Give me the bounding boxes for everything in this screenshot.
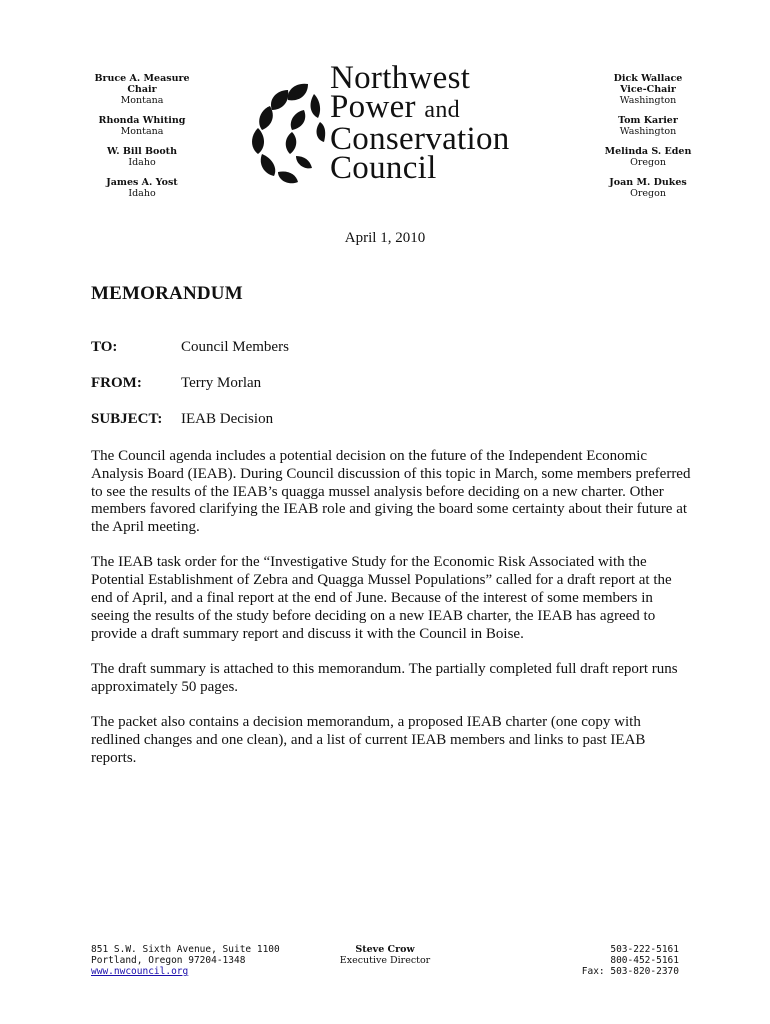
member-name: James A. Yost: [106, 177, 178, 188]
memo-body: [91, 448, 691, 785]
member-name: Tom Karier: [618, 115, 678, 126]
member-entry: [52, 146, 232, 168]
logo-word: Power: [330, 89, 416, 125]
from-label: FROM:: [91, 375, 142, 391]
member-title: Vice-Chair: [620, 84, 676, 95]
body-paragraph: The draft summary is attached to this memorandum. The partially completed full draft report runs approximately 50 pages.: [91, 660, 678, 695]
member-name: W. Bill Booth: [107, 146, 177, 157]
member-state: Oregon: [630, 188, 666, 199]
council-logo-wordmark: [330, 60, 510, 186]
member-entry: [558, 146, 738, 168]
logo-word-and: and: [424, 97, 460, 123]
member-state: Montana: [120, 95, 164, 106]
phone-number: 800-452-5161: [610, 955, 679, 966]
body-paragraph: The IEAB task order for the “Investigative Study for the Economic Risk Associated with the Potential Establishment of Zebra and Quagga Mussel Populations” called for a draft report at the end of April, and a final report at the end of June. Because of the interest of some members in seeing the results of the study before deciding on a new IEAB charter, the IEAB has agreed to provide a draft summary report and discuss it with the Council in Boise.: [91, 554, 672, 642]
phone-number: 503-222-5161: [610, 944, 679, 955]
subject-label: SUBJECT:: [91, 411, 163, 427]
right-members-column: [558, 73, 738, 208]
address-line: Portland, Oregon 97204-1348: [91, 955, 246, 966]
fax-number: Fax: 503-820-2370: [581, 966, 679, 977]
address-line: 851 S.W. Sixth Avenue, Suite 1100: [91, 944, 280, 955]
subject-value: IEAB Decision: [181, 411, 274, 427]
member-name: Dick Wallace: [613, 73, 683, 84]
member-entry: [558, 177, 738, 199]
logo-line: Northwest: [330, 60, 471, 96]
member-state: Washington: [619, 95, 677, 106]
member-entry: [52, 177, 232, 199]
to-value: Council Members: [181, 339, 289, 355]
member-name: Melinda S. Eden: [604, 146, 692, 157]
member-entry: [52, 115, 232, 137]
from-value: Terry Morlan: [181, 375, 262, 391]
logo-line: Council: [330, 150, 437, 186]
member-name: Bruce A. Measure: [94, 73, 190, 84]
member-entry: [558, 115, 738, 137]
body-paragraph: The Council agenda includes a potential decision on the future of the Independent Economic Analysis Board (IEAB). During Council discussion of this topic in March, some members preferred to see the results of the IEAB’s quagga mussel analysis before deciding on a new charter. Other members favored clarifying the IEAB role and giving the board some certainty about their future at the April meeting.: [91, 448, 691, 536]
member-name: Rhonda Whiting: [98, 115, 186, 126]
member-state: Montana: [120, 126, 164, 137]
member-entry: [558, 73, 738, 106]
memo-date: April 1, 2010: [344, 230, 426, 246]
body-paragraph: The packet also contains a decision memorandum, a proposed IEAB charter (one copy with redlined changes and one clean), and a list of current IEAB members and links to past IEAB reports.: [91, 714, 646, 766]
member-state: Washington: [619, 126, 677, 137]
member-entry: [52, 73, 232, 106]
website-link[interactable]: www.nwcouncil.org: [91, 966, 189, 977]
logo-line: Conservation: [330, 121, 510, 157]
director-title: Executive Director: [339, 955, 431, 966]
member-state: Oregon: [630, 157, 666, 168]
member-state: Idaho: [128, 188, 156, 199]
left-members-column: [52, 73, 232, 208]
council-logo-icon: [248, 76, 338, 186]
to-label: TO:: [91, 339, 118, 355]
footer-phones: [582, 944, 679, 977]
director-name: Steve Crow: [355, 944, 415, 955]
memo-title: MEMORANDUM: [91, 283, 243, 304]
member-state: Idaho: [128, 157, 156, 168]
member-title: Chair: [127, 84, 157, 95]
member-name: Joan M. Dukes: [609, 177, 687, 188]
